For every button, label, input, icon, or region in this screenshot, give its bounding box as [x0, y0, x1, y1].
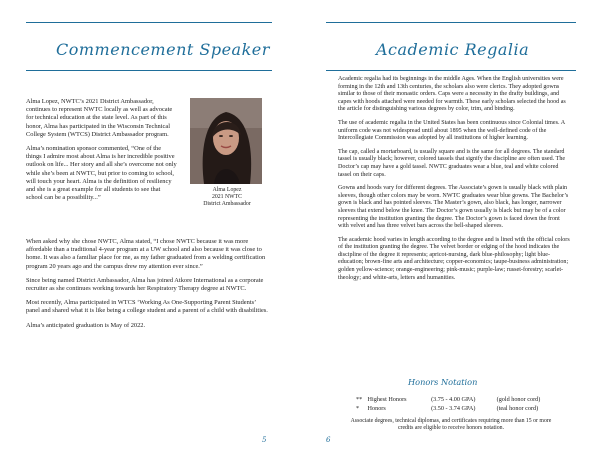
honors-cord: (teal honor cord) [496, 405, 539, 412]
regalia-paragraph: Gowns and hoods vary for different degrees. The Associate’s gown is usually black with plain sleeves, though other colors may be worn. NWTC graduates wear blue gowns. The Bachelor’s gown is black and has pointed sleeves. The Master’s gown, also black, has longer, narrower sleeves that extend below the knee. The Doctor’s gown usually is black but may be of a color representing the institution granting the degree. The Doctor’s gown is faced down the front with velvet and has three velvet bars across the bell-shaped sleeves. [338, 185, 569, 230]
honors-gpa-range: (3.50 - 3.74 GPA) [431, 405, 476, 412]
page-title: Commencement Speaker [56, 40, 270, 59]
regalia-paragraph: The use of academic regalia in the United States has been continuous since Colonial times. A uniform code was not widespread until about 1895 when the well-defined code of the Intercollegiate Commission was adopted by all institutions of higher learning. [338, 119, 565, 142]
bio-intro [26, 98, 178, 208]
title-underline [26, 70, 272, 71]
honors-row-highest [356, 396, 540, 404]
honors-gpa-range: (3.75 - 4.00 GPA) [431, 396, 476, 403]
page-number: 6 [326, 436, 331, 444]
honors-mark: * [356, 405, 360, 412]
caption-role: District Ambassador [203, 201, 251, 207]
bio-paragraph: Since being named District Ambassador, Alma has joined Atkore International as a corporate recruiter as she continues working towards her Respiratory Therapy degree at NWTC. [26, 276, 264, 293]
honors-cord: (gold honor cord) [496, 396, 541, 403]
bio-paragraph: Alma’s nomination sponsor commented, “One of the things I admire most about Alma is her incredible positive outlook on life... Her story and all she’s overcome not only while she’s been at NWTC, but prior to coming to school, will touch your heart. Alma is the definition of resiliency and she is a great example for all students to see that school can be a possibility...” [26, 145, 177, 202]
bio-paragraph: Alma’s anticipated graduation is May of 2022. [26, 321, 146, 329]
regalia-paragraph: Academic regalia had its beginnings in the middle Ages. When the English universities were forming in the 12th and 13th centuries, the scholars also were clerics. They adopted gowns similar to those of their monastic orders. Caps were a necessity in the drafty buildings, and capes with hoods attached were needed for warmth. These early scholars selected the hood as the article for distinguishing various degrees by color, trim, and binding. [338, 76, 566, 113]
regalia-text [338, 76, 570, 288]
caption-name: Alma Lopez [212, 187, 242, 193]
honors-label: Highest Honors [367, 396, 407, 403]
speaker-portrait-image [190, 98, 262, 184]
honors-notation-title: Honors Notation [408, 377, 478, 387]
bio-continued [26, 238, 270, 336]
regalia-paragraph: The academic hood varies in length according to the degree and is lined with the official colors of the institution granting the degree. The velvet border or edging of the hood indicates the discipline of the degree it represents; apricot-nursing, dark blue-philosophy; light blue-education; brown-fine arts and architecture; copper-economics; taupe-business administration; golden yellow-science; orange-engineering; pink-music; purple-law; russet-forestry; scarlet-theology; and white-arts, letters and humanities. [338, 236, 570, 281]
top-rule [326, 22, 576, 23]
bio-paragraph: Alma Lopez, NWTC’s 2021 District Ambassador, continues to represent NWTC locally as well as advocate for technical education at the state level. As part of this honor, Alma has participated in the Wisconsin Technical College System (WTCS) District Ambassador program. [26, 98, 173, 138]
honors-row-standard [356, 405, 538, 413]
photo-caption [182, 187, 272, 208]
right-page [300, 0, 600, 463]
honors-mark: ** [356, 396, 363, 403]
page-number: 5 [262, 436, 267, 444]
bio-paragraph: Most recently, Alma participated in WTCS ‘Working As One-Supporting Parent Students’ panel and shared what it is like being a college student and a parent of a child with disabilities. [26, 299, 268, 315]
regalia-paragraph: The cap, called a mortarboard, is usually square and is the same for all degrees. The standard tassel is usually black; however, colored tassels that signify the discipline are often used. The Doctor’s cap may have a gold tassel. NWTC graduates wear a blue, teal and white colored tassel on their caps. [338, 148, 566, 178]
top-rule [26, 22, 272, 23]
honors-footnote: Associate degrees, technical diplomas, and certificates requiring more than 15 or more credits are eligible to receive honors notation. [350, 418, 552, 432]
speaker-photo [190, 98, 262, 184]
title-underline [326, 70, 576, 71]
page-title: Academic Regalia [376, 40, 530, 59]
caption-year: 2021 NWTC [211, 194, 243, 200]
bio-paragraph: When asked why she chose NWTC, Alma stated, “I chose NWTC because it was more affordable than a traditional 4-year program at a UW school and also because it was close to home. It was also a familiar place for me, as my father graduated from a welding certification program 20 years ago and the campus drew my attention ever since.” [26, 238, 266, 270]
honors-label: Honors [367, 405, 386, 412]
